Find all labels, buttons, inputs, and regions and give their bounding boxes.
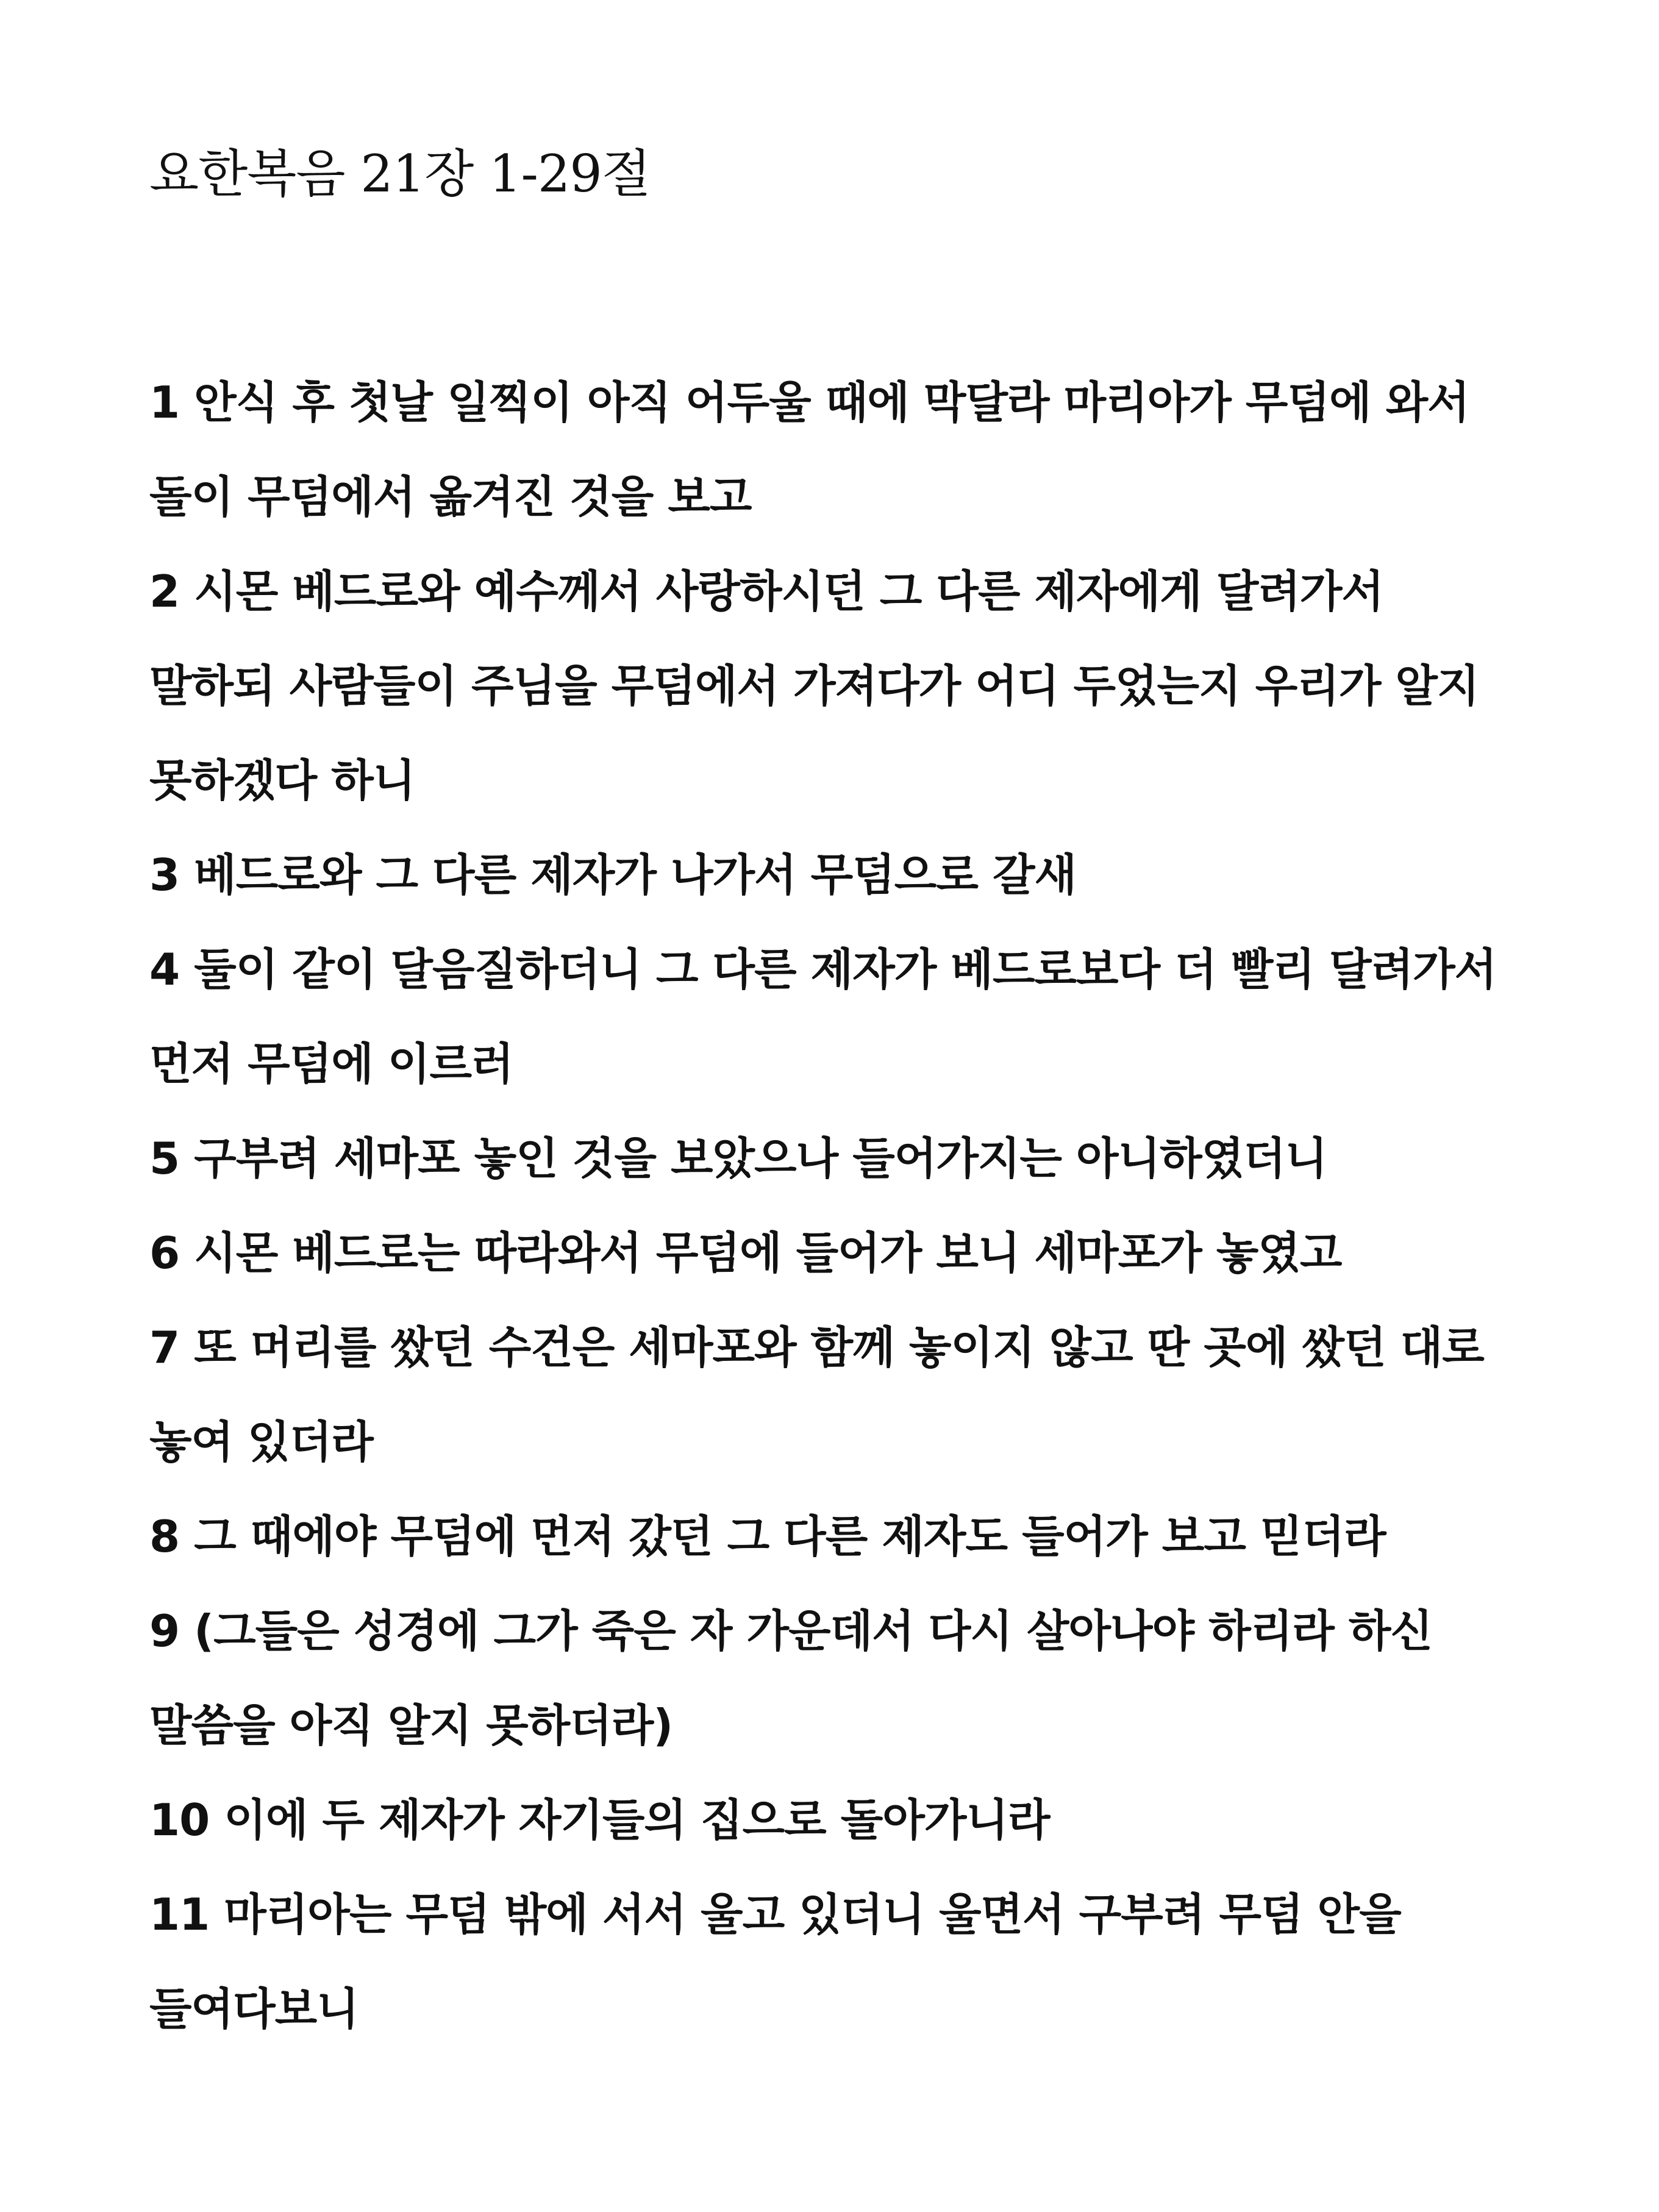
- page-title: 요한복음 21장 1-29절: [149, 144, 651, 204]
- verse-8: 8 그 때에야 무덤에 먼저 갔던 그 다른 제자도 들어가 보고 믿더라: [149, 1511, 1386, 1562]
- verse-10: 10 이에 두 제자가 자기들의 집으로 돌아가니라: [149, 1794, 1050, 1846]
- verse-2: 2 시몬 베드로와 예수께서 사랑하시던 그 다른 제자에게 달려가서 말하되 사람들이 주님을 무덤에서 가져다가 어디 두었는지 우리가 알지 못하겠다 하니: [149, 566, 1494, 806]
- verse-1: 1 안식 후 첫날 일찍이 아직 어두울 때에 막달라 마리아가 무덤에 와서 돌이 무덤에서 옮겨진 것을 보고: [149, 377, 1484, 523]
- verse-9: 9 (그들은 성경에 그가 죽은 자 가운데서 다시 살아나야 하리라 하신 말씀을 아직 알지 못하더라): [149, 1605, 1447, 1751]
- verse-7: 7 또 머리를 쌌던 수건은 세마포와 함께 놓이지 않고 딴 곳에 쌌던 대로 놓여 있더라: [149, 1322, 1499, 1468]
- verse-4: 4 둘이 같이 달음질하더니 그 다른 제자가 베드로보다 더 빨리 달려가서 먼저 무덤에 이르러: [149, 944, 1511, 1090]
- verse-11: 11 마리아는 무덤 밖에 서서 울고 있더니 울면서 구부려 무덤 안을 들여다보니: [149, 1889, 1416, 2035]
- verse-5: 5 구부려 세마포 놓인 것을 보았으나 들어가지는 아니하였더니: [149, 1133, 1327, 1184]
- verse-6: 6 시몬 베드로는 따라와서 무덤에 들어가 보니 세마포가 놓였고: [149, 1227, 1342, 1279]
- verse-3: 3 베드로와 그 다른 제자가 나가서 무덤으로 갈새: [149, 849, 1077, 901]
- verse-list: [149, 355, 1515, 2057]
- document-page: [149, 137, 1515, 2057]
